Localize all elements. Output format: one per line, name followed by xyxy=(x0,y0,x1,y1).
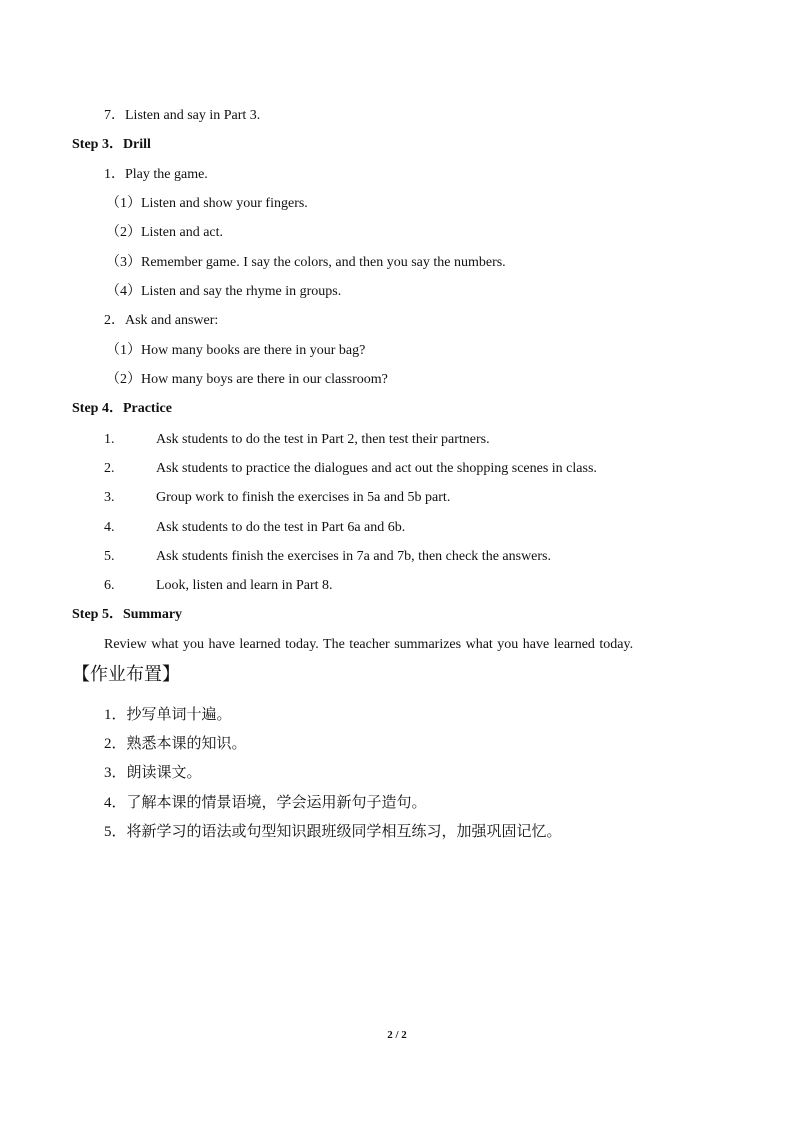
list-number: 5. xyxy=(104,549,115,564)
sub-list-item: （2）How many boys are there in our classroom? xyxy=(106,372,388,387)
sub-list-item: （3）Remember game. I say the colors, and then you say the numbers. xyxy=(106,255,506,270)
step-heading: Step 5．Summary xyxy=(72,607,183,622)
sub-list-item: （4）Listen and say the rhyme in groups. xyxy=(106,284,342,299)
list-number: 4. xyxy=(104,520,115,535)
homework-item: 5．将新学习的语法或句型知识跟班级同学相互练习，加强巩固记忆。 xyxy=(104,824,562,840)
homework-item: 4．了解本课的情景语境，学会运用新句子造句。 xyxy=(104,795,427,811)
list-item: Ask students to do the test in Part 2, then test their partners. xyxy=(156,432,490,447)
homework-heading: 【作业布置】 xyxy=(72,664,180,684)
sub-list-item: （1）How many books are there in your bag? xyxy=(106,343,366,358)
list-item: Look, listen and learn in Part 8. xyxy=(156,578,333,593)
homework-item: 1．抄写单词十遍。 xyxy=(104,707,232,723)
list-item: Ask students to practice the dialogues and act out the shopping scenes in class. xyxy=(156,461,597,476)
step-heading: Step 4．Practice xyxy=(72,401,172,416)
list-item: Ask students finish the exercises in 7a and 7b, then check the answers. xyxy=(156,549,552,564)
list-item: 1．Play the game. xyxy=(104,167,208,182)
page-number: 2 / 2 xyxy=(387,1029,407,1041)
list-item: 7．Listen and say in Part 3. xyxy=(104,108,261,123)
list-number: 6. xyxy=(104,578,115,593)
sub-list-item: （1）Listen and show your fingers. xyxy=(106,196,308,211)
list-number: 1. xyxy=(104,432,115,447)
list-item: 2．Ask and answer: xyxy=(104,313,219,328)
step-heading: Step 3．Drill xyxy=(72,137,151,152)
summary-paragraph: Review what you have learned today. The teacher summarizes what you have learned today. xyxy=(104,637,634,652)
list-number: 2. xyxy=(104,461,115,476)
homework-item: 2．熟悉本课的知识。 xyxy=(104,736,247,752)
sub-list-item: （2）Listen and act. xyxy=(106,225,224,240)
list-number: 3. xyxy=(104,490,115,505)
list-item: Group work to finish the exercises in 5a and 5b part. xyxy=(156,490,451,505)
list-item: Ask students to do the test in Part 6a and 6b. xyxy=(156,520,406,535)
homework-item: 3．朗读课文。 xyxy=(104,765,202,781)
